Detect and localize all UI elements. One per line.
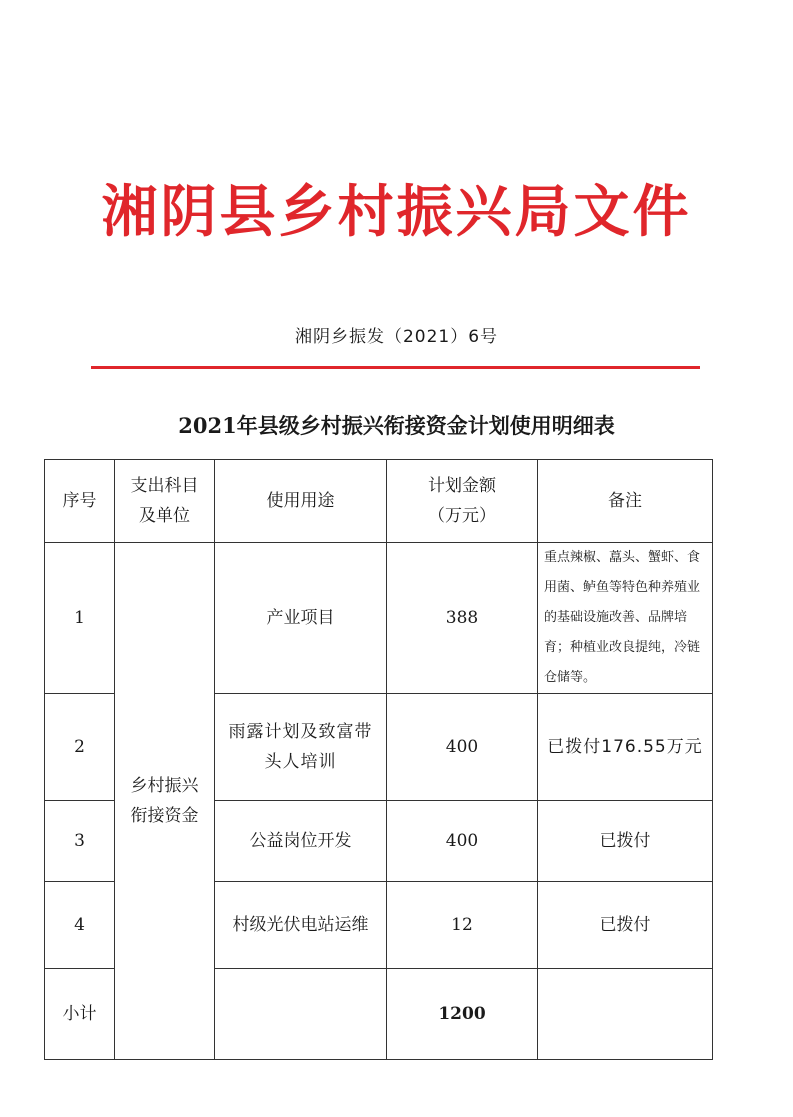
row-amount: 400 xyxy=(387,801,538,882)
row-purpose: 产业项目 xyxy=(215,543,387,694)
subtotal-purpose xyxy=(215,969,387,1060)
unit-line2: 衔接资金 xyxy=(130,806,199,826)
header-purpose: 使用用途 xyxy=(215,460,387,543)
row-note: 已拨付 xyxy=(538,801,713,882)
subtotal-note xyxy=(538,969,713,1060)
table-row xyxy=(45,543,713,694)
table-title: 2021年县级乡村振兴衔接资金计划使用明细表 xyxy=(178,413,615,438)
header-unit-line1: 支出科目 xyxy=(130,476,199,496)
unit-cell xyxy=(115,543,215,1060)
agency-title: 湘阴县乡村振兴局文件 xyxy=(101,179,692,245)
row-seq: 3 xyxy=(45,801,115,882)
header-amount-line2: （万元） xyxy=(428,506,496,526)
header-amount-line1: 计划金额 xyxy=(428,476,496,496)
unit-line1: 乡村振兴 xyxy=(130,776,199,796)
row-amount: 388 xyxy=(387,543,538,694)
document-number: 湘阴乡振发（2021）6号 xyxy=(294,327,499,347)
table-header-row xyxy=(45,460,713,543)
row-purpose: 村级光伏电站运维 xyxy=(215,882,387,969)
row-seq: 2 xyxy=(45,694,115,801)
header-seq: 序号 xyxy=(45,460,115,543)
row-note: 已拨付176.55万元 xyxy=(538,694,713,801)
red-divider-line xyxy=(91,366,700,369)
subtotal-label: 小计 xyxy=(45,969,115,1060)
row-amount: 400 xyxy=(387,694,538,801)
row-amount: 12 xyxy=(387,882,538,969)
header-unit xyxy=(115,460,215,543)
row-seq: 4 xyxy=(45,882,115,969)
header-unit-line2: 及单位 xyxy=(139,506,190,526)
header-note: 备注 xyxy=(538,460,713,543)
subtotal-amount: 1200 xyxy=(387,969,538,1060)
row-note: 已拨付 xyxy=(538,882,713,969)
header-amount xyxy=(387,460,538,543)
row-purpose: 雨露计划及致富带头人培训 xyxy=(215,694,387,801)
row-purpose: 公益岗位开发 xyxy=(215,801,387,882)
funding-plan-table xyxy=(44,459,713,1060)
row-note: 重点辣椒、藠头、蟹虾、食用菌、鲈鱼等特色种养殖业的基础设施改善、品牌培育；种植业改良提纯，冷链仓储等。 xyxy=(538,543,713,694)
row-seq: 1 xyxy=(45,543,115,694)
